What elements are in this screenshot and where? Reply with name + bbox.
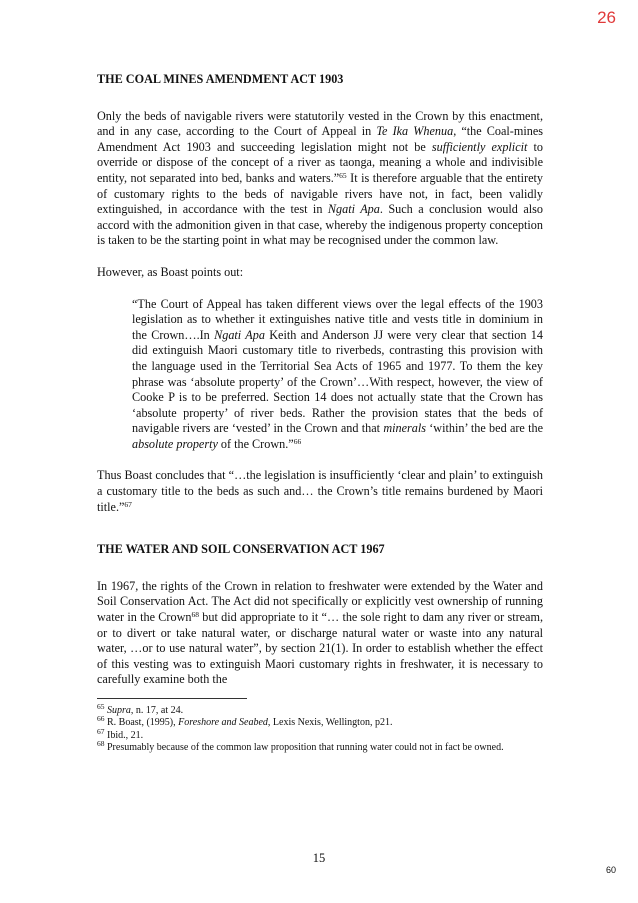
paragraph: However, as Boast points out: — [97, 264, 244, 279]
corner-page-number: 26 — [597, 8, 616, 27]
paragraph: Only the beds of navigable rivers were statutorily vested in the Crown by this enactment, and in any case, according to the Court of Appeal in Te Ika Whenua, “the Coal-mines Amendment Act 1903 and succeeding legislation might not be sufficiently explicit to override or dispose of the concept of a river as taonga, meaning a whole and indivisible entity, not separated into bed, banks and waters.”$^{65}$ It is therefore arguable that the entirety of customary rights to the beds of navigable rivers have not, in fact, been validly extinguished, in accordance with the test in Ngati Apa. Such a conclusion would also accord with the admonition given in that case, whereby the indigenous property conception is taken to be the starting point in what may be recognised under the common law. — [97, 108, 544, 248]
section-heading-water-soil: THE WATER AND SOIL CONSERVATION ACT 1967 — [97, 542, 385, 557]
footnote-ref: 66 — [293, 436, 302, 446]
page-number: 15 — [312, 851, 326, 865]
footnote: $^{68}$ Presumably because of the common law proposition that running water could not in fact be owned. — [97, 739, 504, 754]
footnote: $^{67}$ Ibid., 21. — [97, 726, 144, 741]
footnote-ref: 65 — [339, 170, 347, 180]
footnote-divider — [97, 698, 247, 699]
footnotes — [97, 702, 543, 755]
paragraph: Thus Boast concludes that “…the legislation is insufficiently ‘clear and plain’ to extinguish a customary title to the beds as such and… the Crown’s title remains burdened by Maori title.”$^{67}$ — [97, 468, 543, 514]
document-page — [97, 72, 543, 755]
block-quote: “The Court of Appeal has taken different views over the legal effects of the 1903 legislation as to whether it extinguishes native title and vests title in dominium in the Crown….In Ngati Apa Keith and Anderson JJ were very clear that section 14 did extinguish Maori customary title to riverbeds, contrasting this provision with the language used in the Territorial Sea Acts of 1965 and 1977. To them the key phrase was ‘absolute property’ of the Crown’…With respect, however, the view of Cooke P is to be preferred. Section 14 does not actually state that the Crown has ‘absolute property’ of river beds. Rather the provision states that the beds of navigable rivers are ‘vested’ in the Crown and that minerals ‘within’ the bed are the absolute property of the Crown.”$^{66}$ — [132, 296, 543, 451]
paragraph: In 1967, the rights of the Crown in relation to freshwater were extended by the Water and Soil Conservation Act. The Act did not specifically or explicitly vest ownership of running water in the Crown$^{68}$ but did appropriate to it “… the sole right to dam any river or stream, or to divert or take natural water, or discharge natural water or waste into any natural water, …or to use natural water”, by section 21(1). In order to establish whether the effect of this vesting was to extinguish Maori customary rights in freshwater, it is necessary to carefully examine both the — [97, 578, 543, 687]
document-number: 60 — [605, 865, 616, 875]
section-heading-coal-mines: THE COAL MINES AMENDMENT ACT 1903 — [97, 72, 344, 86]
footnote: $^{65}$ Supra, n. 17, at 24. — [97, 702, 184, 716]
footnote-ref: 67 — [124, 499, 132, 509]
footnote: $^{66}$ R. Boast, (1995), Foreshore and Seabed, Lexis Nexis, Wellington, p21. — [97, 714, 393, 729]
footnote-ref: 68 — [191, 610, 199, 620]
